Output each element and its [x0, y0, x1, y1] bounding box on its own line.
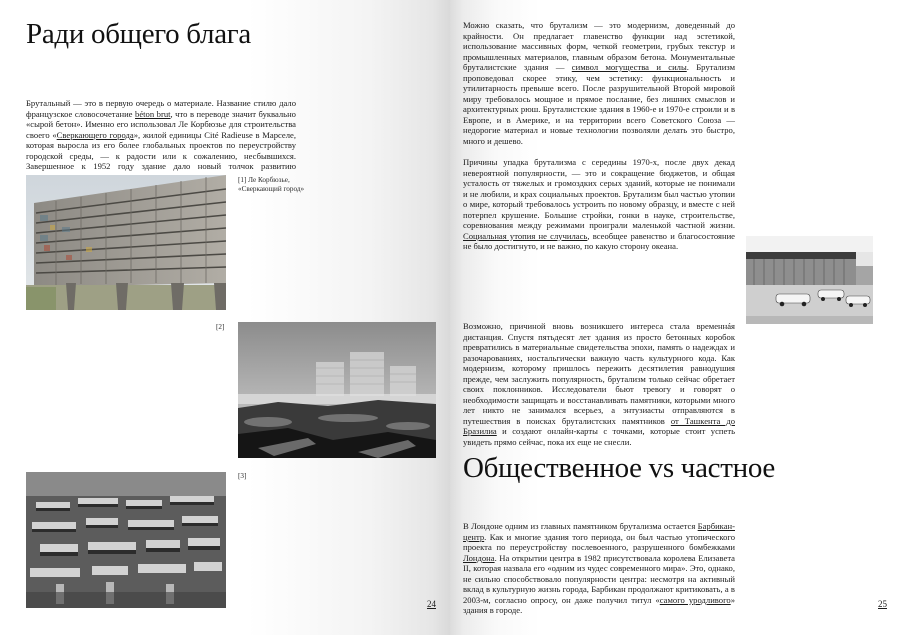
power-symbol-link[interactable]: символ могущества и силы — [571, 62, 687, 72]
caption-2: [2] — [216, 323, 225, 331]
tashkent-brasilia-link[interactable]: от Ташкента до Бразилиа — [463, 415, 735, 436]
para1-text-2: . Брутализм проповедовал скорее этику, чем эстетику: функциональность и утилитарность превыше всего. После разрушительной Второй мировой миру требовалось мощное и прямое послание, без лишних смыслов и архитектурных рюш. Бруталистские здания в 1960-е и 1970-е строили и в Европе, и в Америке, и на территории всего Советского Союза — недорогие материал и новые технологии позволяли делать это быстро, много и дешево. — [463, 62, 736, 146]
para3-text-2: и создают онлайн-карты с точками, которые стоит успеть увидеть прямо сейчас, пока их еще не снесли. — [463, 426, 735, 447]
paragraph-revival — [463, 321, 735, 447]
radiant-city-link[interactable]: Сверкающего города — [56, 129, 134, 140]
section-title: Общественное vs частное — [463, 452, 775, 484]
para1-text-1: Можно сказать, что брутализм — это модернизм, доведенный до крайности. Он предлагает главенство функции над эстетикой, использование массивных форм, четкой геометрии, грубых текстур и промышленных материалов, главным образом бетона. Монументальные бруталистские здания — — [463, 20, 735, 72]
intro-text-2: , что в переводе значит буквально «сырой бетон». Именно его использовал Ле Корбюзье для строительства своего « — [26, 108, 296, 140]
intro-text-1: Брутальный — это в первую очередь о материале. Название стилю дало французское словосочетание — [26, 98, 296, 119]
para4-text-3: . На открытии центра в 1982 присутствовала королева Елизавета II, которая назвала его «одним из чудес современного мира». Это, однако, не сильно способствовало популярности центра: несмотря на активный вклад в культурную жизнь города, Барбикан продолжают критиковать, а в 2003-м, согласно опросу, он даже получил титул « — [463, 552, 735, 605]
social-utopia-link[interactable]: Социальная утопия не случилась — [463, 230, 588, 241]
para4-text-1: В Лондоне одним из главных памятником брутализма остается — [463, 521, 698, 531]
beton-brut-link[interactable]: béton brut — [135, 108, 171, 119]
paragraph-barbican — [463, 521, 735, 616]
photo-modernist-building — [746, 236, 873, 324]
barbican-link[interactable]: Барбикан-центр — [463, 521, 735, 542]
caption-3: [3] — [238, 472, 247, 480]
para2-text-1: Причины упадка брутализма с середины 1970-х, после двух декад невероятной популярности, — это и сокращение бюджетов, и общая усталость от тяжелых и громоздких серых зданий, которые не понимали и не любили, и крах социальных проектов. Брутализм был частью утопии о мире, который требовалось устроить по новому образцу, и вместе с ней потерпел крушение. Большие стройки, гонки в науке, строительстве, соревнования между режимами проиграли маленькой частной жизни. — [463, 157, 735, 230]
london-link[interactable]: Лондона — [463, 552, 495, 563]
photo-cite-radieuse — [26, 175, 226, 310]
photo-construction-site — [238, 322, 436, 458]
paragraph-definition — [463, 20, 735, 146]
ugliest-building-link[interactable]: самого уродливого — [659, 594, 731, 605]
para2-text-2: , всеобщее равенство и благосостояние не было достигнуто, и не важно, по какую сторону океана. — [463, 230, 735, 251]
intro-text-3: », жилой единицы Cité Radieuse в Марселе, которая выросла из его более глобальных проектов по переустройству городской среды, — к радости или к сожалению, несбывшихся. Завершенное к 1952 году здание дало новый толчок развитию — [26, 129, 296, 171]
page-number-left[interactable]: 24 — [427, 599, 436, 609]
page-number-right[interactable]: 25 — [878, 599, 887, 609]
intro-paragraph — [26, 98, 296, 182]
paragraph-decline — [463, 157, 735, 252]
para4-text-4: » здания в городе. — [463, 594, 735, 615]
page-title: Ради общего блага — [26, 18, 251, 50]
caption-1: [1] Ле Корбюзье, «Сверкающий город» — [238, 176, 305, 193]
para4-text-2: . Как и многие здания того периода, он был частью утопического проекта по переустройству послевоенного, разрушенного бомбежками — [463, 531, 735, 552]
photo-aerial-housing — [26, 472, 226, 608]
para3-text-1: Возможно, причиной вновь возникшего интереса стала временнáя дистанция. Спустя пятьдесят лет здания из просто бетонных коробок превратились в материальные свидетельства эпохи, память о надеждах и разочарованиях, ностальгически важную часть культурного кода. Как модернизм, которому пришлось пережить десятилетия равнодушия прежде, чем заслужить популярность, брутализм только сейчас обретает своих поклонников. Исследователи бьют тревогу и говорят о необходимости защищать и восстанавливать памятники, которыми много лет никто не занимался всерьез, а энтузиасты отправляются в путешествия в поисках бруталистских памятников — [463, 321, 735, 426]
